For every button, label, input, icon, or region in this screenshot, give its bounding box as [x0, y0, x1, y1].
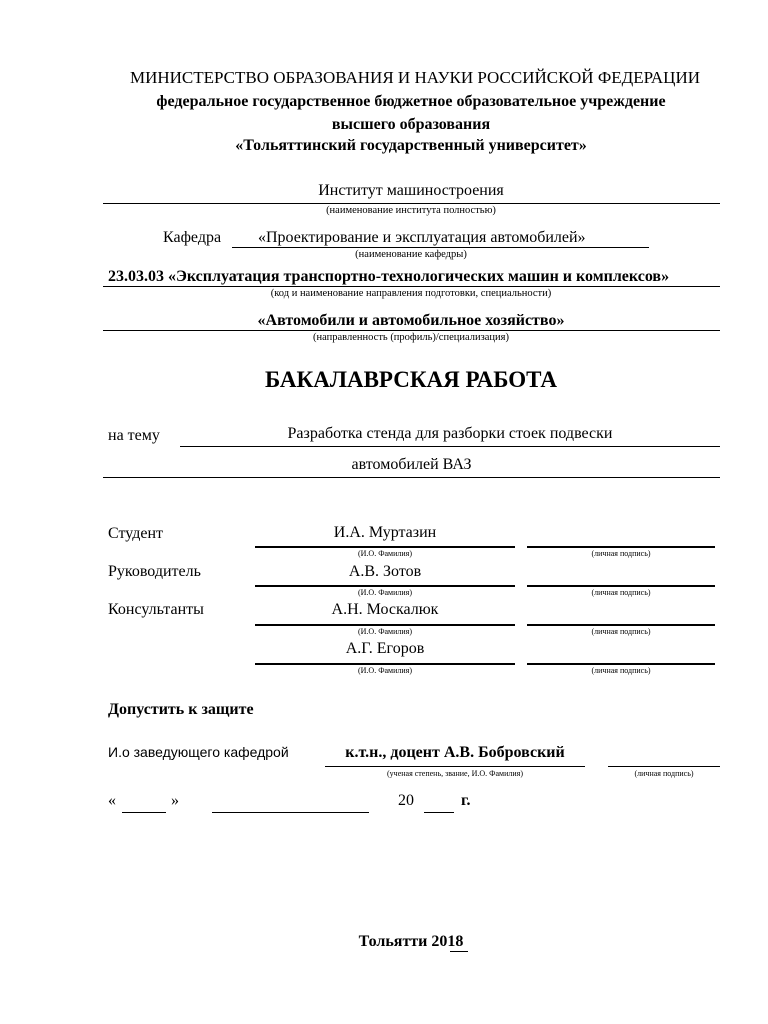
topic-label: на тему	[108, 427, 160, 444]
city-year: Тольятти 2018	[358, 933, 464, 950]
approval-title: Допустить к защите	[108, 701, 254, 718]
supervisor-signature-line	[527, 585, 715, 587]
university-name: «Тольяттинский государственный университет»	[235, 137, 587, 154]
head-name: к.т.н., доцент А.В. Бобровский	[345, 744, 565, 761]
date-day-blank[interactable]	[122, 812, 166, 813]
supervisor-name-line	[255, 585, 515, 587]
institute-name: Институт машиностроения	[318, 182, 504, 199]
consultants-label: Консультанты	[108, 601, 204, 618]
profile-underline	[103, 330, 720, 331]
head-label: И.о заведующего кафедрой	[108, 744, 289, 760]
topic-underline-1	[180, 446, 720, 447]
profile-caption: (направленность (профиль)/специализация)	[313, 332, 509, 343]
department-name: «Проектирование и эксплуатация автомобилей»	[258, 229, 586, 246]
topic-line-1: Разработка стенда для разборки стоек подвески	[287, 425, 613, 442]
head-name-caption: (ученая степень, звание, И.О. Фамилия)	[387, 769, 523, 778]
direction-name: 23.03.03 «Эксплуатация транспортно-технологических машин и комплексов»	[108, 268, 670, 285]
department-caption: (наименование кафедры)	[355, 249, 467, 260]
ministry-title: МИНИСТЕРСТВО ОБРАЗОВАНИЯ И НАУКИ РОССИЙСКОЙ ФЕДЕРАЦИИ	[129, 68, 701, 87]
consultant-2-signature-line	[527, 663, 715, 665]
department-underline	[232, 247, 649, 248]
student-signature-line	[527, 546, 715, 548]
topic-line-2: автомобилей ВАЗ	[351, 456, 472, 473]
consultant-2-name-line	[255, 663, 515, 665]
direction-caption: (код и наименование направления подготовки, специальности)	[270, 288, 552, 299]
consultant-1-name: А.Н. Москалюк	[331, 601, 439, 618]
date-close-quote: »	[171, 792, 179, 809]
institution-type: федеральное государственное бюджетное образовательное учреждение	[156, 93, 666, 110]
topic-underline-2	[103, 477, 720, 478]
student-name-caption: (И.О. Фамилия)	[357, 549, 413, 558]
supervisor-name-caption: (И.О. Фамилия)	[357, 588, 413, 597]
consultant-1-name-line	[255, 624, 515, 626]
head-signature-caption: (личная подпись)	[634, 769, 694, 778]
student-signature-caption: (личная подпись)	[591, 549, 651, 558]
education-level: высшего образования	[331, 116, 491, 133]
consultant-1-signature-caption: (личная подпись)	[591, 627, 651, 636]
head-signature-line	[608, 766, 720, 767]
supervisor-signature-caption: (личная подпись)	[591, 588, 651, 597]
consultant-1-name-caption: (И.О. Фамилия)	[357, 627, 413, 636]
date-year-suffix: г.	[461, 792, 471, 809]
student-label: Студент	[108, 525, 164, 542]
institute-caption: (наименование института полностью)	[326, 205, 496, 216]
consultant-2-signature-caption: (личная подпись)	[591, 666, 651, 675]
institute-underline	[103, 203, 720, 204]
consultant-2-name-caption: (И.О. Фамилия)	[357, 666, 413, 675]
consultant-2-name: А.Г. Егоров	[345, 640, 425, 657]
year-underline	[450, 951, 468, 952]
student-name-line	[255, 546, 515, 548]
student-name: И.А. Муртазин	[333, 524, 437, 541]
consultant-1-signature-line	[527, 624, 715, 626]
work-type-title: БАКАЛАВРСКАЯ РАБОТА	[265, 367, 557, 392]
date-year-prefix: 20	[398, 792, 414, 809]
date-month-blank[interactable]	[212, 812, 369, 813]
supervisor-name: А.В. Зотов	[348, 563, 422, 580]
date-year-blank[interactable]	[424, 812, 454, 813]
direction-underline	[103, 286, 720, 287]
date-open-quote: «	[108, 792, 116, 809]
head-name-line	[325, 766, 585, 767]
supervisor-label: Руководитель	[108, 563, 201, 580]
profile-name: «Автомобили и автомобильное хозяйство»	[257, 312, 565, 329]
department-label: Кафедра	[163, 229, 222, 246]
